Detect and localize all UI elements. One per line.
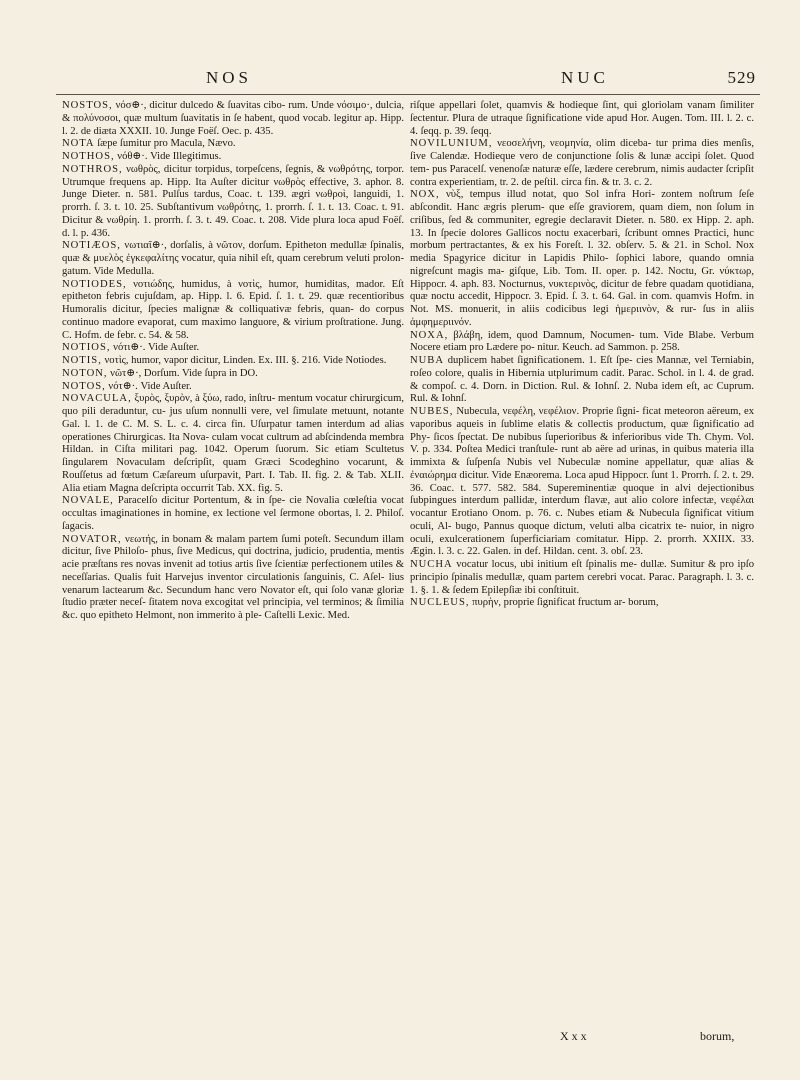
entry-headword: NOTIODES, <box>62 278 127 290</box>
entry-text: νεωτής, in bonam & malam partem ſumi poteſt. Secundum illam dicitur, ſive Philoſo- phus, ſive Medicus, qui doctrina, judicio, prudentia, mentis acie præſtans res novas invenit ad totius artis ſive ſcientiæ perfectionem utiles & neceſſarias. Qualis fuit Harvejus inventor circulationis ſanguinis, C. Aſel- lius venarum lactearum &c. Secundum hanc vero Novator eſt, qui ſolo vanæ gloriæ ſtudio præter neceſ- ſitatem nova excogitat vel principia, vel terminos; & ſimilia &c. quo epitheto Helmont, non immerito à ple- Caſtelli Lexic. Med. <box>62 533 404 621</box>
right-column <box>410 100 754 610</box>
entry-headword: NUBES, <box>410 406 454 417</box>
dictionary-entry <box>62 342 404 355</box>
dictionary-entry <box>62 138 404 151</box>
entry-headword: NOTOS, <box>62 380 106 392</box>
entry-headword: NUCLEUS, <box>410 597 470 609</box>
entry-headword: NOVILUNIUM, <box>410 138 493 150</box>
page-number: 529 <box>727 68 756 87</box>
entry-headword: NUCHA <box>410 559 453 570</box>
entry-text: νωτιαῖ⊕·, dorſalis, à νῶτον, dorſum. Epitheton medullæ ſpinalis, quæ & μυελὸς ἐγκεφαλίτης vocatur, quia nihil eſt, quam cerebrum veluti prolon- gatum. Vide Medulla. <box>62 240 404 277</box>
entry-text: νῶτ⊕·, Dorſum. Vide ſupra in DO. <box>107 367 258 379</box>
left-running-title: NOS <box>206 68 253 87</box>
running-head <box>56 68 760 92</box>
entry-text: νεοσελήνη, νεομηνία, olim diceba- tur prima dies menſis, ſive Calendæ. Hodieque vero de conjunctione ſolis & lunæ accipi ſolet. Quod tem- pus Paracelſ. venenoſæ naturæ eſſe, lædere cerebrum, nimis audacter ſcripſit contra experientiam, tr. 2. de peſtil. circa fin. & tr. 3. c. 2. <box>410 138 754 188</box>
entry-text: ξυρὸς, ξυρὸν, à ξύω, rado, inſtru- mentum vocatur chirurgicum, quo pili deraduntur, cu- jus uſum nonnulli vere, vel ſimulate metuunt, notante Gal. l. 1. de C. M. S. L. c. 4. circa fin. Uſurpatur tamen interdum ad alias operationes Chirurgicas. Ita Nova- culam vocat cultrum ad abſcindenda membra Hildan. in Ciſta militari pag. 1042. Operum ſuorum. Sic etiam Scultetus ſingularem Novaculam deſcripſit, quam Græci Scodeghino vocarunt, & Rouſſetus ad fœtum Cæſareum uſurpavit, Part. I. Tab. II. fig. 2. & Tab. XLII. Alia etiam Magna deſcripta occurrit Tab. XX. fig. 5. <box>62 393 404 494</box>
entry-text: νὺξ, tempus illud notat, quo Sol infra Hori- zontem noſtrum ſeſe abſcondit. Hanc ægris plerum- que eſſe graviorem, quam diem, non ſolum in criſibus, ſed & communiter, egregie declaravit Dieter. n. 580. ex Hipp. 2. aph. 13. In ſpecie dolores Gallicos noctu exacerbari, ſcribunt omnes Practici, hunc morbum pertractantes, & ex his Foreſt. l. 32. obſerv. 5. & 21. in Schol. Nox media Spagyrice dicitur in Lapidis Philo- ſophici labore, quando omnia nigreſcunt magis ma- giſque, Lib. Tom. II. oper. p. 142. Noctu, Gr. νύκτωρ, Hippocr. 4. aph. 83. Nocturnus, νυκτερινὸς, dicitur de febre quadam quotidiana, quæ noctu accedit, Hippocr. 3. Epid. ſ. 3. t. 64. Gal. in com. quamvis Hofm. in Not. MS. monuerit, in aliis codicibus legi ἡμεριινὸν, & rur- ſus in aliis ἀμφημεριινόν. <box>410 189 754 328</box>
entry-headword: NOSTOS, <box>62 100 113 111</box>
entry-text: riſque appellari ſolet, quamvis & hodieque ſint, qui gloriolam vanam ſimiliter ſectentur. Plura de utraque ſignificatione vide apud Hor. Augen. Tom. III. l. 2. c. 4. ſeqq. p. 39. ſeqq. <box>410 100 754 137</box>
dictionary-entry <box>410 355 754 406</box>
right-running-title: NUC <box>561 68 609 87</box>
dictionary-entry <box>62 240 404 278</box>
entry-text: Paracelſo dicitur Portentum, & in ſpe- cie Novalia cœleſtia vocat occultas imaginationes in homine, ex lectione vel ſermone obortas, l. 2. Philoſ. ſagacis. <box>62 495 404 532</box>
dictionary-entry <box>410 189 754 329</box>
entry-text: duplicem habet ſignificationem. 1. Eſt ſpe- cies Mannæ, vel Terniabin, roſeo colore, qualis in Hibernia utplurimum cadit. Parac. Schol. in l. 4. de grad. & compoſ. c. 4. Dorn. in Diction. Rul. & Iohnſ. 2. Nuba idem eſt, ac Cuprum. Rul. & Iohnſ. <box>410 355 754 405</box>
dictionary-entry <box>410 100 754 138</box>
signature-mark: Xxx <box>560 1029 590 1043</box>
entry-text: νωθρὸς, dicitur torpidus, torpeſcens, ſegnis, & νωθρότης, torpor. Utrumque frequens ap. Hipp. Ita Auſter dicitur νωθρὸς effective, 3. aphor. 8. Junge Dieter. n. 581. Pulſus tardus, Coac. t. 139. ægri νωθροὶ, languidi, 1. prorrh. ſ. 3. t. 10. 25. Subſtantivum νωθρότης, 1. prorrh. ſ. 1. t. 13. Coac. t. 91. Dicitur & νωθρίη. 1. prorrh. ſ. 3. t. 49. Coac. t. 208. Vide plura loca apud Foëſ. d. l. p. 436. <box>62 163 404 239</box>
entry-text: πυρὴν, proprie ſignificat fructum ar- borum, <box>469 597 659 609</box>
entry-headword: NOVACULA, <box>62 393 132 405</box>
entry-text: Nubecula, νεφέλη, νεφέλιον. Proprie ſigni- ficat meteoron aëreum, ex vaporibus aqueis in ſublime elatis & collectis productum, quæ ſignificatio ad Phy- ſicos ſpectat. De nubibus ſuperioribus & inferioribus vide Th. Chym. Vol. V. p. 334. Poſtea Medici tranſtule- runt ab aëre ad urinas, in quibus materia illa immixta & ſuſpenſa Nubis vel Nubeculæ nomine appellatur, quæ alias & ἐναιώρημα dicitur. Vide Enæorema. Loca apud Hippocr. ſunt 1. Prorrh. ſ. 2. t. 29. 36. Coac. t. 577. 582. 584. Supereminentiæ quoque in alvi dejectionibus ſubpingues interdum pallidæ, interdum flavæ, aut alio colore infectæ, νεφέλαι vocantur Erotiano Onom. p. 76. c. Nubes etiam & Nubecula ſignificat vitium oculi, Al- bugo, Pannus quoque dictum, veluti alba cicatrix te- nuior, in nigro oculi, exulcerationem ſuperficiariam comitatur. Hipp. 2. prorrh. XXIIX. 33. Ægin. l. 3. c. 22. Galen. in def. Hildan. cent. 3. obſ. 23. <box>410 406 754 558</box>
catchword: borum, <box>700 1029 735 1043</box>
entry-headword: NOTIOS, <box>62 342 111 354</box>
left-column <box>62 100 404 623</box>
entry-text: νοτὶς, humor, vapor dicitur, Linden. Ex. III. §. 216. Vide Notiodes. <box>101 355 387 366</box>
entry-headword: NOVATOR, <box>62 533 122 545</box>
dictionary-entry <box>410 559 754 597</box>
entry-text: βλάβη, idem, quod Damnum, Nocumen- tum. Vide Blabe. Verbum Nocere etiam pro Lædere po- nitur. Keuch. ad Sammon. p. 258. <box>410 329 754 354</box>
entry-headword: NOX, <box>410 189 440 201</box>
dictionary-entry <box>62 100 404 138</box>
dictionary-entry <box>410 330 754 356</box>
entry-headword: NOTA <box>62 138 95 150</box>
entry-text: νότι⊕·. Vide Auſter. <box>110 342 200 354</box>
dictionary-entry <box>62 368 404 381</box>
dictionary-entry <box>62 495 404 533</box>
entry-headword: NUBA <box>410 355 445 366</box>
header-rule <box>56 94 760 95</box>
entry-text: νοτιώδης, humidus, à νοτὶς, humor, humiditas, mador. Eſt epitheton febris cujuſdam, ap. Hipp. l. 6. Epid. ſ. 1. t. 29. quæ recentioribus Humoralis dicitur, ſpecies malignæ & colliquativæ febris, quan- do corpus continuo madore evaporat, cum maximo languore, & virium proſtratione. Jung. C. Hofm. de febr. c. 54. & 58. <box>62 278 404 341</box>
entry-text: νότ⊕·. Vide Auſter. <box>105 380 192 392</box>
dictionary-entry <box>62 279 404 343</box>
entry-text: νόθ⊕·. Vide Illegitimus. <box>114 151 222 162</box>
entry-headword: NOXA, <box>410 329 449 341</box>
dictionary-entry <box>62 381 404 394</box>
entry-headword: NOTHOS, <box>62 151 115 162</box>
entry-headword: NOTON, <box>62 367 108 379</box>
dictionary-entry <box>410 406 754 559</box>
entry-headword: NOTHROS, <box>62 163 123 175</box>
dictionary-entry <box>62 164 404 241</box>
dictionary-entry <box>62 534 404 623</box>
dictionary-entry <box>410 138 754 189</box>
entry-headword: NOTIÆOS, <box>62 240 121 252</box>
entry-text: vocatur locus, ubi initium eſt ſpinalis me- dullæ. Sumitur & pro ipſo principio ſpinalis medullæ, quam partem cerebri vocat. Parac. Paragraph. l. 3. c. 1. §. 1. & ſedem Epilepſiæ ibi conſtituit. <box>410 559 754 596</box>
entry-headword: NOVALE, <box>62 495 114 507</box>
entry-text: νόσ⊕·, dicitur dulcedo & ſuavitas cibo- rum. Unde νόσιμο·, dulcia, & πολύνοσοι, quæ multum ſuavitatis in ſe habent, quod vocab. legitur ap. Hipp. l. 2. de diæta XXXII. 10. Junge Foëſ. Oec. p. 435. <box>62 100 404 137</box>
dictionary-entry <box>62 151 404 164</box>
entry-headword: NOTIS, <box>62 355 102 366</box>
dictionary-entry <box>62 355 404 368</box>
entry-text: ſæpe ſumitur pro Macula, Nævo. <box>94 138 236 150</box>
dictionary-entry <box>62 393 404 495</box>
dictionary-entry <box>410 597 754 610</box>
